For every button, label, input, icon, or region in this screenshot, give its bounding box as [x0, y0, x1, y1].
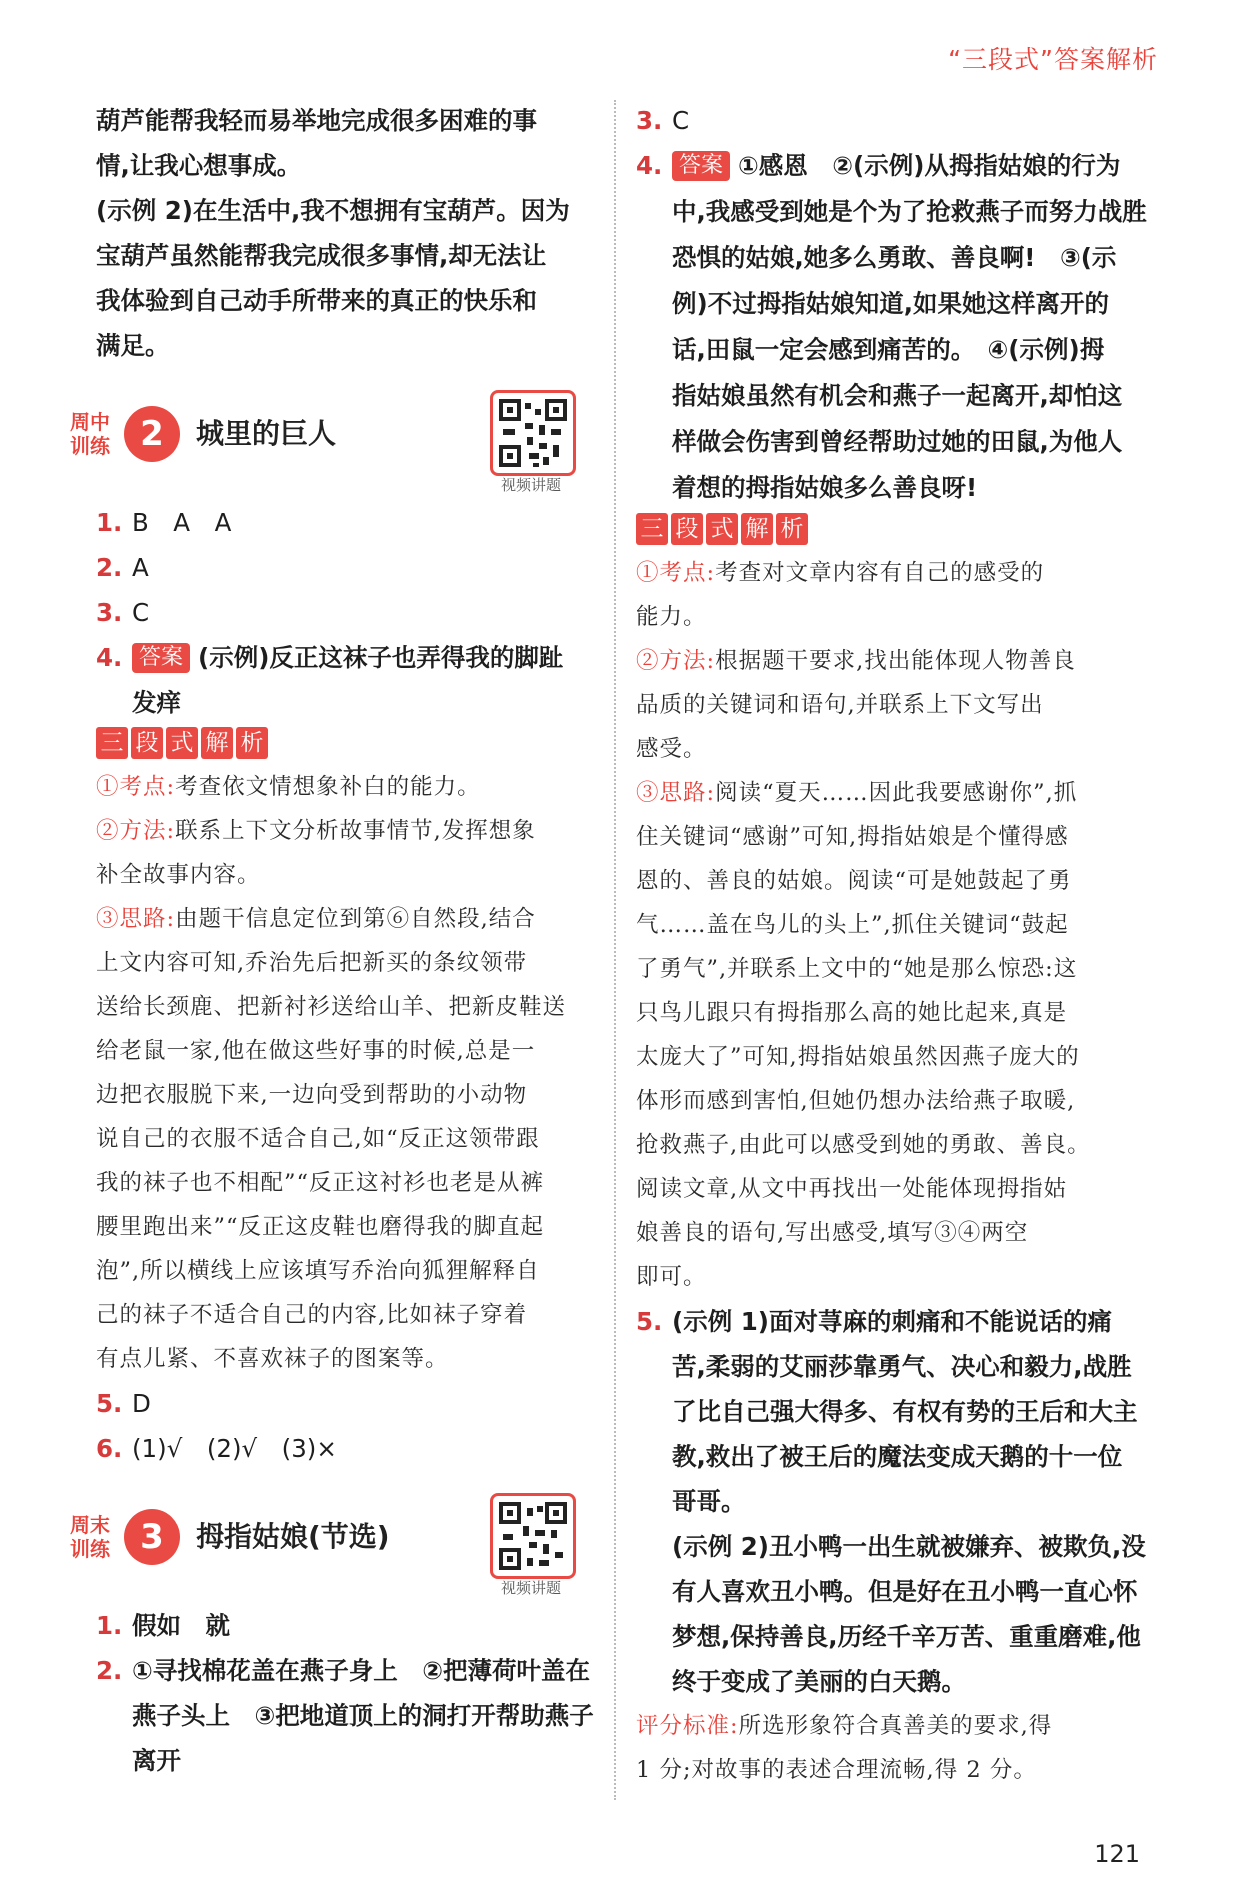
text-line: 我体验到自己动手所带来的真正的快乐和	[96, 286, 537, 315]
answer-text: 离开	[132, 1746, 181, 1775]
analysis-text: 住关键词“感谢”可知,拇指姑娘是个懂得感	[636, 824, 1069, 850]
answer-text: 发痒	[132, 688, 181, 717]
analysis-text: 了勇气”,并联系上文中的“她是那么惊恐:这	[636, 956, 1078, 982]
analysis-text: 有点儿紧、不喜欢袜子的图案等。	[96, 1346, 449, 1372]
question-2	[96, 545, 596, 590]
analysis-text: 1 分;对故事的表述合理流畅,得 2 分。	[636, 1757, 1037, 1783]
question-6	[96, 1426, 596, 1471]
text-line: 情,让我心想事成。	[96, 151, 302, 180]
analysis-text: 己的袜子不适合自己的内容,比如袜子穿着	[96, 1302, 528, 1328]
section-tag: 周末 训练	[70, 1513, 110, 1561]
qr-code-icon[interactable]	[490, 1493, 576, 1579]
analysis-text: 气……盖在鸟儿的头上”,抓住关键词“鼓起	[636, 912, 1069, 938]
analysis-text: 根据题干要求,找出能体现人物善良	[715, 648, 1076, 674]
question-number: 1.	[96, 508, 123, 537]
answer-text: 了比自己强大得多、有权有势的王后和大主	[672, 1397, 1138, 1426]
analysis-text: 考查依文情想象补白的能力。	[175, 774, 481, 800]
intro-text	[96, 98, 596, 368]
answer-badge: 答案	[132, 643, 190, 673]
answer-text: 燕子头上 ③把地道顶上的洞打开帮助燕子	[132, 1701, 594, 1730]
question-number: 1.	[96, 1611, 123, 1640]
analysis-text: 由题干信息定位到第⑥自然段,结合	[175, 906, 536, 932]
question-4	[636, 143, 1160, 511]
answer-text: (示例)反正这袜子也弄得我的脚趾	[198, 643, 564, 672]
section-2-heading	[70, 390, 596, 494]
analysis-title-char: 段	[131, 727, 163, 759]
answer-text: 终于变成了美丽的白天鹅。	[672, 1667, 966, 1696]
analysis-text: 抢救燕子,由此可以感受到她的勇敢、善良。	[636, 1132, 1091, 1158]
analysis-text: 娘善良的语句,写出感受,填写③④两空	[636, 1220, 1029, 1246]
section-3-heading	[70, 1493, 596, 1597]
question-3	[96, 590, 596, 635]
analysis-text: 联系上下文分析故事情节,发挥想象	[175, 818, 536, 844]
analysis-text: 感受。	[636, 736, 707, 762]
text-line: 满足。	[96, 331, 170, 360]
question-number: 6.	[96, 1434, 123, 1463]
answer-text: ①寻找棉花盖在燕子身上 ②把薄荷叶盖在	[132, 1656, 590, 1685]
answer-text: C	[132, 598, 150, 627]
question-number: 4.	[96, 643, 123, 672]
right-column	[636, 98, 1160, 1792]
qr-code-icon[interactable]	[490, 390, 576, 476]
analysis-title-char: 解	[201, 727, 233, 759]
answer-text: 有人喜欢丑小鸭。但是好在丑小鸭一直心怀	[672, 1577, 1138, 1606]
analysis-text: 说自己的衣服不适合自己,如“反正这领带跟	[96, 1126, 540, 1152]
analysis-label: ③思路:	[636, 780, 716, 806]
analysis-title-char: 析	[776, 513, 808, 545]
question-3	[636, 98, 1160, 143]
answer-text: 话,田鼠一定会感到痛苦的。 ④(示例)拇	[672, 335, 1105, 364]
analysis-text: 给老鼠一家,他在做这些好事的时候,总是一	[96, 1038, 536, 1064]
analysis-text: 所选形象符合真善美的要求,得	[738, 1713, 1053, 1739]
question-number: 4.	[636, 151, 663, 180]
answer-text: 教,救出了被王后的魔法变成天鹅的十一位	[672, 1442, 1123, 1471]
analysis-label: 评分标准:	[636, 1713, 739, 1739]
answer-text: 中,我感受到她是个为了抢救燕子而努力战胜	[672, 197, 1147, 226]
answer-text: 假如 就	[132, 1611, 230, 1640]
analysis-text: 腰里跑出来”“反正这皮鞋也磨得我的脚直起	[96, 1214, 545, 1240]
analysis-body	[636, 551, 1160, 1299]
left-column	[70, 98, 596, 1783]
answer-text: (示例 2)丑小鸭一出生就被嫌弃、被欺负,没	[672, 1532, 1146, 1561]
analysis-text: 泡”,所以横线上应该填写乔治向狐狸解释自	[96, 1258, 540, 1284]
answer-text: A	[132, 553, 149, 582]
question-number: 2.	[96, 1656, 123, 1685]
analysis-title-char: 段	[671, 513, 703, 545]
answer-text: 哥哥。	[672, 1487, 746, 1516]
analysis-text: 阅读“夏天……因此我要感谢你”,抓	[715, 780, 1078, 806]
section-title: 城里的巨人	[196, 417, 337, 450]
analysis-text: 品质的关键词和语句,并联系上下文写出	[636, 692, 1044, 718]
analysis-text: 我的袜子也不相配”“反正这衬衫也老是从裤	[96, 1170, 545, 1196]
section-number: 3	[124, 1509, 180, 1565]
analysis-title	[636, 513, 811, 545]
section-tag: 周中 训练	[70, 410, 110, 458]
answer-text: C	[672, 106, 690, 135]
analysis-text: 补全故事内容。	[96, 862, 261, 888]
question-number: 5.	[636, 1307, 663, 1336]
analysis-text: 恩的、善良的姑娘。阅读“可是她鼓起了勇	[636, 868, 1072, 894]
answer-text: (示例 1)面对荨麻的刺痛和不能说话的痛	[672, 1307, 1112, 1336]
question-4	[96, 635, 596, 725]
analysis-title-char: 式	[166, 727, 198, 759]
analysis-text: 送给长颈鹿、把新衬衫送给山羊、把新皮鞋送	[96, 994, 567, 1020]
question-number: 2.	[96, 553, 123, 582]
analysis-text: 太庞大了”可知,拇指姑娘虽然因燕子庞大的	[636, 1044, 1080, 1070]
answer-text: 指姑娘虽然有机会和燕子一起离开,却怕这	[672, 381, 1123, 410]
analysis-label: ①考点:	[96, 774, 176, 800]
question-number: 3.	[636, 106, 663, 135]
column-divider	[614, 100, 616, 1800]
section-title: 拇指姑娘(节选)	[196, 1520, 390, 1553]
analysis-title-char: 三	[636, 513, 668, 545]
analysis-label: ②方法:	[636, 648, 716, 674]
analysis-label: ②方法:	[96, 818, 176, 844]
answer-text: D	[132, 1389, 151, 1418]
question-5	[96, 1381, 596, 1426]
analysis-text: 只鸟儿跟只有拇指那么高的她比起来,真是	[636, 1000, 1068, 1026]
question-1	[96, 500, 596, 545]
analysis-title-char: 三	[96, 727, 128, 759]
page-header: “三段式”答案解析	[948, 45, 1158, 74]
qr-caption: 视频讲题	[500, 1579, 561, 1597]
answer-text: ①感恩 ②(示例)从拇指姑娘的行为	[738, 151, 1121, 180]
text-line: 葫芦能帮我轻而易举地完成很多困难的事	[96, 106, 537, 135]
analysis-label: ①考点:	[636, 560, 716, 586]
question-number: 3.	[96, 598, 123, 627]
analysis-text: 即可。	[636, 1264, 707, 1290]
analysis-text: 阅读文章,从文中再找出一处能体现拇指姑	[636, 1176, 1068, 1202]
scoring-criteria	[636, 1704, 1160, 1792]
analysis-title-char: 析	[236, 727, 268, 759]
analysis-title	[96, 727, 271, 759]
answer-text: 苦,柔弱的艾丽莎靠勇气、决心和毅力,战胜	[672, 1352, 1132, 1381]
text-line: 宝葫芦虽然能帮我完成很多事情,却无法让	[96, 241, 547, 270]
analysis-title-char: 式	[706, 513, 738, 545]
analysis-text: 上文内容可知,乔治先后把新买的条纹领带	[96, 950, 528, 976]
answer-text: 梦想,保持善良,历经千辛万苦、重重磨难,他	[672, 1622, 1141, 1651]
answer-text: 样做会伤害到曾经帮助过她的田鼠,为他人	[672, 427, 1123, 456]
question-1	[96, 1603, 596, 1648]
answer-badge: 答案	[672, 151, 730, 181]
analysis-text: 边把衣服脱下来,一边向受到帮助的小动物	[96, 1082, 528, 1108]
page-number: 121	[1094, 1840, 1140, 1868]
section-number: 2	[124, 406, 180, 462]
question-5	[636, 1299, 1160, 1704]
answer-text: 着想的拇指姑娘多么善良呀!	[672, 473, 978, 502]
text-line: (示例 2)在生活中,我不想拥有宝葫芦。因为	[96, 196, 570, 225]
answer-text: B A A	[132, 508, 232, 537]
answer-text: 恐惧的姑娘,她多么勇敢、善良啊! ③(示	[672, 243, 1117, 272]
analysis-body	[96, 765, 596, 1381]
analysis-text: 能力。	[636, 604, 707, 630]
answer-text: 例)不过拇指姑娘知道,如果她这样离开的	[672, 289, 1110, 318]
answer-text: (1)√ (2)√ (3)×	[132, 1434, 337, 1463]
analysis-title-char: 解	[741, 513, 773, 545]
question-2	[96, 1648, 596, 1783]
question-number: 5.	[96, 1389, 123, 1418]
analysis-text: 考查对文章内容有自己的感受的	[715, 560, 1045, 586]
analysis-text: 体形而感到害怕,但她仍想办法给燕子取暖,	[636, 1088, 1076, 1114]
analysis-label: ③思路:	[96, 906, 176, 932]
qr-caption: 视频讲题	[500, 476, 561, 494]
